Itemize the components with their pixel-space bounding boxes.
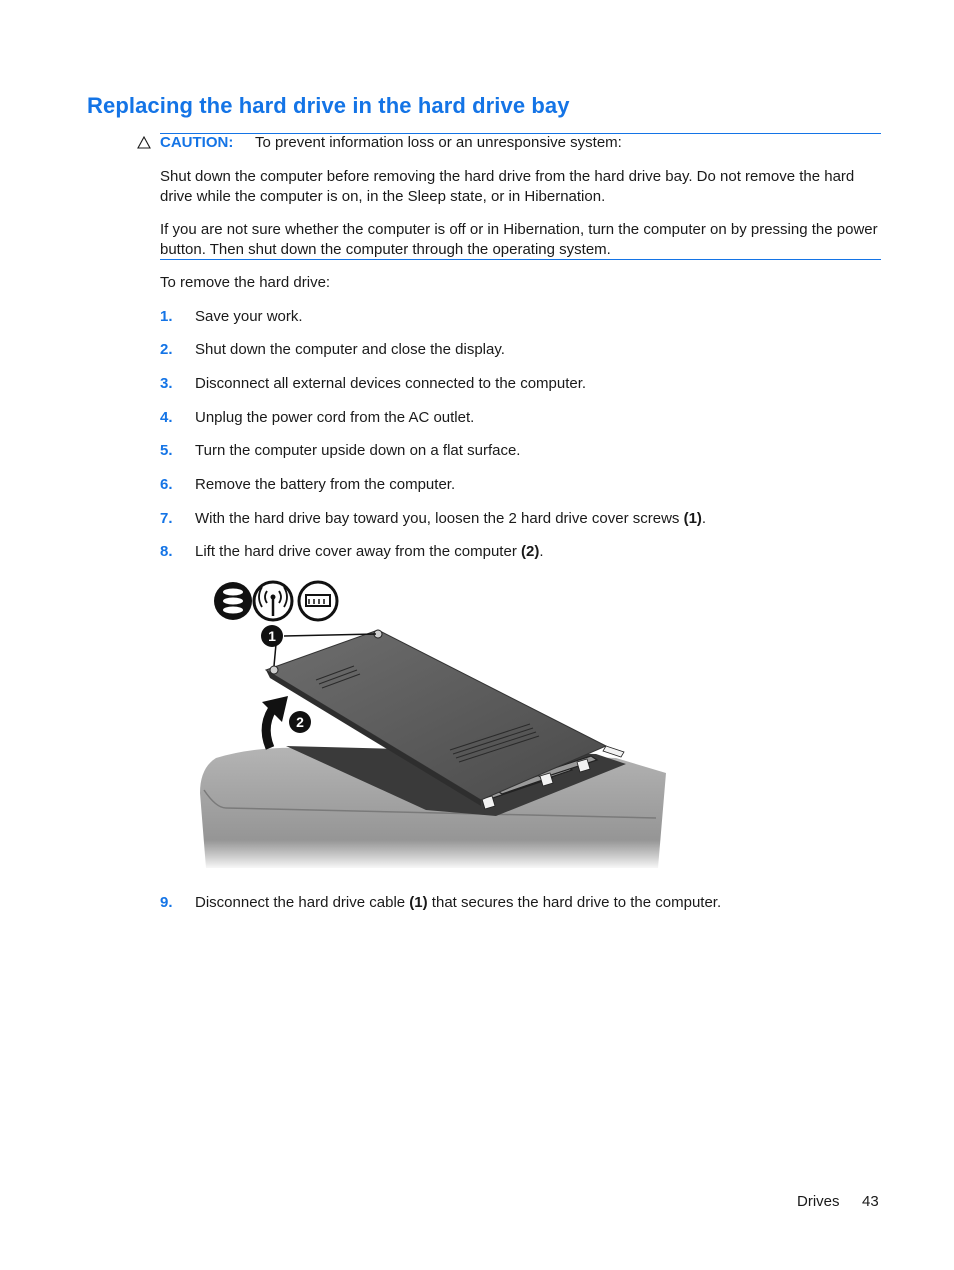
step-number: 5.: [160, 442, 173, 459]
step-text: Unplug the power cord from the AC outlet.: [195, 409, 475, 426]
caution-bottom-rule: [160, 259, 881, 260]
callout-ref: (2): [520, 543, 540, 560]
step-text: Save your work.: [195, 308, 303, 325]
step-text: Remove the battery from the computer.: [195, 476, 456, 493]
caution-label: CAUTION:: [160, 134, 234, 151]
step-number: 2.: [160, 341, 173, 358]
step-number: 3.: [160, 375, 173, 392]
hard-drive-cover-illustration: [196, 578, 670, 870]
callout-ref: (1): [683, 510, 702, 527]
memory-module-icon: [299, 582, 337, 620]
step-text-part: Lift the hard drive cover away from the computer: [195, 543, 521, 560]
step-number: 6.: [160, 476, 173, 493]
hard-drive-icon: [214, 582, 252, 620]
caution-paragraph: Shut down the computer before removing the hard drive from the hard drive bay. Do not remove the hard drive while the computer is on, in the Sleep state, or in Hibernation.: [160, 168, 855, 205]
step-number: 8.: [160, 543, 173, 560]
step-text: Disconnect all external devices connected to the computer.: [195, 375, 587, 392]
step-text: Turn the computer upside down on a flat surface.: [195, 442, 521, 459]
page-title: Replacing the hard drive in the hard drive bay: [87, 93, 570, 118]
step-text: [195, 509, 706, 529]
svg-text:1: 1: [268, 628, 276, 644]
caution-paragraph: If you are not sure whether the computer is off or in Hibernation, turn the computer on by pressing the power button. Then shut down the computer through the operating system.: [160, 221, 878, 258]
step-text: Shut down the computer and close the display.: [195, 341, 505, 358]
caution-text: To prevent information loss or an unresponsive system:: [255, 134, 622, 151]
step-number: 9.: [160, 894, 173, 911]
step-number: 4.: [160, 409, 173, 426]
svg-text:2: 2: [296, 714, 304, 730]
step-text: [195, 542, 544, 562]
step-number: 1.: [160, 308, 173, 325]
wireless-icon: [254, 582, 292, 620]
intro-text: To remove the hard drive:: [160, 274, 331, 291]
step-number: 7.: [160, 510, 173, 527]
step-text-part: Disconnect the hard drive cable: [195, 894, 410, 911]
step-text: [195, 893, 721, 913]
step-text-part: .: [539, 543, 544, 560]
step-text-part: .: [701, 510, 707, 527]
page-number: 43: [862, 1193, 879, 1210]
footer-section-label: Drives: [797, 1193, 840, 1210]
step-text-part: With the hard drive bay toward you, loosen the 2 hard drive cover screws: [195, 510, 684, 527]
step-text-part: that secures the hard drive to the computer.: [427, 894, 722, 911]
warning-triangle-icon: [137, 136, 151, 149]
callout-ref: (1): [409, 894, 428, 911]
